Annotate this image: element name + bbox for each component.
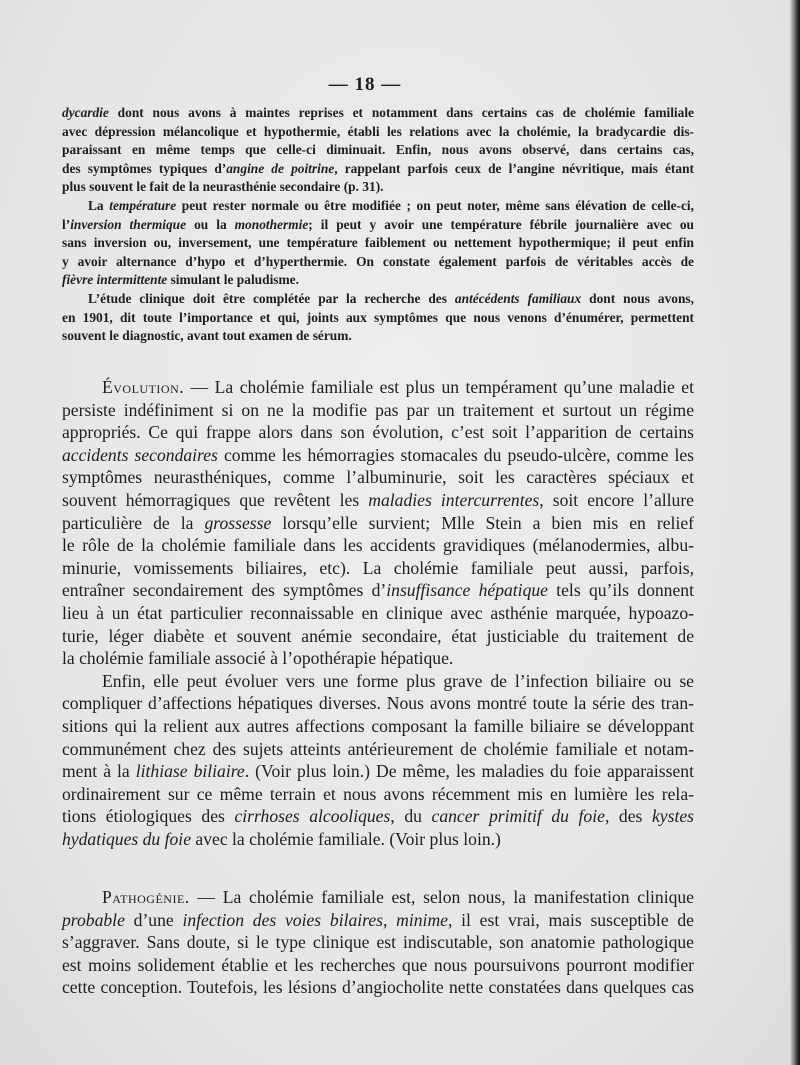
text-line: souvent hémorragiques que revêtent les maladies intercurrentes, soit encore l’allure xyxy=(62,489,694,510)
text-line: Enfin, elle peut évoluer vers une forme plus grave de l’infection biliaire ou se xyxy=(102,670,694,691)
evolution-section xyxy=(62,376,694,850)
text-line: Pathogénie. — La cholémie familiale est, selon nous, la manifestation clinique xyxy=(102,887,694,907)
text-line: des symptômes typiques d’angine de poitrine, rappelant parfois ceux de l’angine névritique, mais étant xyxy=(62,160,694,176)
text-line: sans inversion ou, inversement, une température faiblement ou nettement hypothermique; il peut enfin xyxy=(62,235,694,251)
text-line: paraissant en même temps que celle-ci diminuait. Enfin, nous avons observé, dans certains cas, xyxy=(62,142,694,158)
text-line: lieu à un état particulier reconnaissable en clinique avec asthénie marquée, hypoazo- xyxy=(62,602,694,623)
page-number: — 18 — xyxy=(328,74,402,95)
text-line: compliquer d’affections hépatiques diverses. Nous avons montré toute la série des tran- xyxy=(62,693,694,714)
text-line: ordinairement sur ce même terrain et nous avons récemment mis en lumière les rela- xyxy=(62,783,694,804)
text-line: accidents secondaires comme les hémorragies stomacales du pseudo-ulcère, comme les xyxy=(62,444,695,465)
text-line: appropriés. Ce qui frappe alors dans son évolution, c’est soit l’apparition de certains xyxy=(62,422,694,443)
section-heading: Évolution. xyxy=(102,377,185,397)
text-line: avec dépression mélancolique et hypothermie, établi les relations avec la cholémie, la bradycardie dis- xyxy=(62,123,694,139)
text-line: en 1901, dit toute l’importance et qui, joints aux symptômes que nous venons d’énumérer, permettent xyxy=(62,309,694,325)
text-line: tions étiologiques des cirrhoses alcooliques, du cancer primitif du foie, des kystes xyxy=(62,806,694,827)
text-line: probable d’une infection des voies bilaires, minime, il est vrai, mais susceptible de xyxy=(62,909,694,930)
text-line: entraîner secondairement des symptômes d’insuffisance hépatique tels qu’ils donnent xyxy=(62,580,694,601)
text-line: persiste indéfiniment si on ne la modifie pas par un traitement et surtout un régime xyxy=(62,399,694,420)
text-line: fièvre intermittente simulant le paludisme. xyxy=(62,272,299,288)
text-line: hydatiques du foie avec la cholémie familiale. (Voir plus loin.) xyxy=(62,828,501,849)
text-line: La température peut rester normale ou être modifiée ; on peut noter, même sans élévation de celle-ci, xyxy=(88,197,694,213)
text-line: le rôle de la cholémie familiale dans les accidents gravidiques (mélanodermies, albu- xyxy=(62,535,694,556)
text-line: y avoir alternance d’hypo et d’hyperthermie. On constate également parfois de véritables accès de xyxy=(62,253,694,269)
text-line: turie, léger diabète et souvent anémie secondaire, état justiciable du traitement de xyxy=(62,625,694,646)
pathogenie-section xyxy=(62,886,694,999)
text-line: cette conception. Toutefois, les lésions d’angiocholite nette constatées dans quelques cas xyxy=(62,977,694,998)
text-line: communément chez des sujets atteints antérieurement de cholémie familiale et notam- xyxy=(62,738,694,759)
text-line: la cholémie familiale associé à l’opothérapie hépatique. xyxy=(62,648,454,669)
text-line: minurie, vomissements biliaires, etc). La cholémie familiale peut aussi, parfois, xyxy=(62,557,694,578)
text-line: plus souvent le fait de la neurasthénie secondaire (p. 31). xyxy=(62,179,384,195)
text-line: particulière de la grossesse lorsqu’elle survient; Mlle Stein a bien mis en relief xyxy=(62,512,694,533)
text-line: ment à la lithiase biliaire. (Voir plus loin.) De même, les maladies du foie apparaissent xyxy=(62,761,694,782)
text-line: l’inversion thermique ou la monothermie; il peut y avoir une température fébrile journalière avec ou xyxy=(62,216,694,232)
text-line: symptômes neurasthéniques, comme l’albuminurie, soit les caractères spéciaux et xyxy=(62,467,694,488)
text-line: dycardie dont nous avons à maintes reprises et notamment dans certains cas de cholémie familiale xyxy=(62,105,694,120)
page-edge-shadow xyxy=(790,0,800,1065)
text-line: s’aggraver. Sans doute, si le type clinique est indiscutable, son anatomie pathologique xyxy=(62,932,694,953)
text-line: sitions qui la relient aux autres affections composant la famille biliaire se développant xyxy=(62,715,694,736)
small-print-block xyxy=(62,104,694,346)
section-heading: Pathogénie. xyxy=(102,887,190,907)
text-line: Évolution. — La cholémie familiale est plus un tempérament qu’une maladie et xyxy=(102,377,694,397)
text-line: souvent le diagnostic, avant tout examen de sérum. xyxy=(62,328,352,344)
text-line: est moins solidement établie et les recherches que nous poursuivons pourront modifier xyxy=(62,954,694,975)
text-line: L’étude clinique doit être complétée par la recherche des antécédents familiaux dont nous avons, xyxy=(88,290,694,306)
